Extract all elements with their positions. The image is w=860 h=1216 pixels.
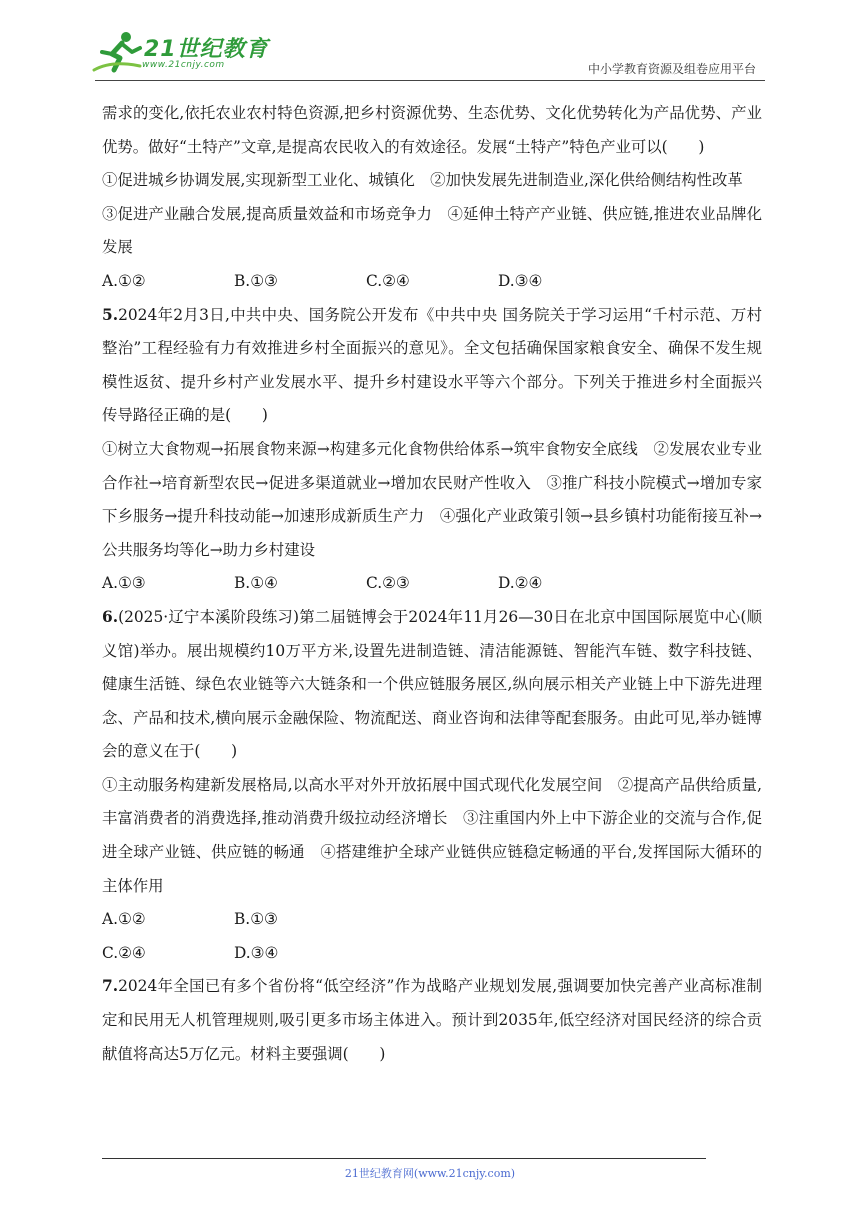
q6-option-b[interactable]: B.①③ — [234, 910, 278, 929]
q5-stem-text: 2024年2月3日,中共中央、国务院公开发布《中共中央 国务院关于学习运用“千村示范、万村整治”工程经验有力有效推进乡村全面振兴的意见》。全文包括确保国家粮食安全、确保不发生规模性返贫、提升乡村产业发展水平、提升乡村建设水平等六个部分。下列关于推进乡村全面振兴传导路径正确的是( ) — [102, 305, 762, 425]
q6-number: 6. — [102, 607, 119, 626]
q5-option-d[interactable]: D.②④ — [498, 574, 543, 593]
q7-stem — [102, 970, 762, 1071]
q7-stem-text: 2024年全国已有多个省份将“低空经济”作为战略产业规划发展,强调要加快完善产业高标准制定和民用无人机管理规则,吸引更多市场主体进入。预计到2035年,低空经济对国民经济的综合贡献值将高达5万亿元。材料主要强调( ) — [102, 977, 762, 1063]
q4-statements-3-4: ③促进产业融合发展,提高质量效益和市场竞争力 ④延伸土特产产业链、供应链,推进农业品牌化发展 — [102, 204, 762, 257]
site-logo[interactable] — [92, 30, 269, 80]
q6-option-c[interactable]: C.②④ — [102, 943, 146, 962]
q6-options-row-2 — [102, 937, 762, 971]
q4-option-b[interactable]: B.①③ — [234, 271, 278, 290]
q5-statements: ①树立大食物观→拓展食物来源→构建多元化食物供给体系→筑牢食物安全底线 ②发展农业专业合作社→培育新型农民→促进多渠道就业→增加农民财产性收入 ③推广科技小院模式→增加专家下乡服务→提升科技动能→加速形成新质生产力 ④强化产业政策引领→县乡镇村功能衔接互补→公共服务均等化→助力乡村建设 — [102, 439, 762, 559]
q4-stem: 需求的变化,依托农业农村特色资源,把乡村资源优势、生态优势、文化优势转化为产品优势、产业优势。做好“土特产”文章,是提高农民收入的有效途径。发展“土特产”特色产业可以( ) — [102, 104, 762, 156]
logo-title: 21世纪教育 — [144, 37, 269, 62]
q5-number: 5. — [102, 305, 119, 324]
footer-divider — [102, 1158, 706, 1159]
q6-statements: ①主动服务构建新发展格局,以高水平对外开放拓展中国式现代化发展空间 ②提高产品供给质量,丰富消费者的消费选择,推动消费升级拉动经济增长 ③注重国内外上中下游企业的交流与合作,促进全球产业链、供应链的畅通 ④搭建维护全球产业链供应链稳定畅通的平台,发挥国际大循环的主体作用 — [102, 775, 762, 895]
page-footer[interactable]: 21世纪教育网(www.21cnjy.com) — [344, 1167, 516, 1180]
logo-url: www.21cnjy.com — [142, 60, 225, 70]
q5-options — [102, 567, 762, 601]
q4-options — [102, 265, 762, 299]
q7-number: 7. — [102, 977, 119, 996]
q5-stem — [102, 299, 762, 433]
q5-option-b[interactable]: B.①④ — [234, 574, 278, 593]
q5-option-a[interactable]: A.①③ — [102, 574, 146, 593]
header-divider — [95, 80, 765, 81]
q6-option-d[interactable]: D.③④ — [234, 943, 279, 962]
runner-icon — [92, 30, 144, 74]
q4-statements-1-2: ①促进城乡协调发展,实现新型工业化、城镇化 ②加快发展先进制造业,深化供给侧结构性改革 — [102, 171, 743, 190]
q4-option-c[interactable]: C.②④ — [366, 271, 410, 290]
q6-stem-text: (2025·辽宁本溪阶段练习)第二届链博会于2024年11月26—30日在北京中国国际展览中心(顺义馆)举办。展出规模约10万平方米,设置先进制造链、清洁能源链、智能汽车链、数字科技链、健康生活链、绿色农业链等六大链条和一个供应链服务展区,纵向展示相关产业链上中下游先进理念、产品和技术,横向展示金融保险、物流配送、商业咨询和法律等配套服务。由此可见,举办链博会的意义在于( ) — [102, 607, 762, 761]
q4-option-a[interactable]: A.①② — [102, 271, 146, 290]
q6-option-a[interactable]: A.①② — [102, 910, 146, 929]
q5-option-c[interactable]: C.②③ — [366, 574, 410, 593]
q6-options-row-1 — [102, 903, 762, 937]
page-header — [0, 0, 860, 80]
platform-name: 中小学教育资源及组卷应用平台 — [587, 62, 756, 76]
q6-stem — [102, 601, 762, 769]
question-content — [102, 97, 762, 1071]
q4-option-d[interactable]: D.③④ — [498, 271, 543, 290]
